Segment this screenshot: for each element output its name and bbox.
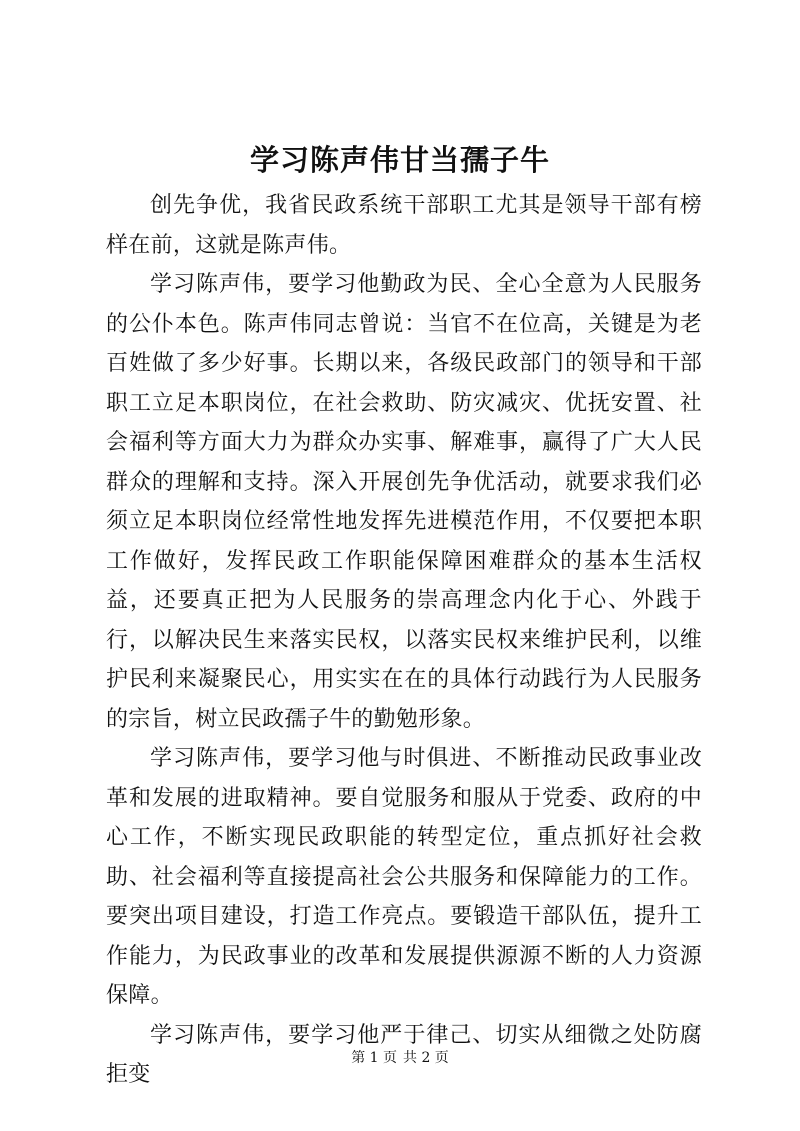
document-body [106,186,702,1095]
paragraph-2: 学习陈声伟，要学习他勤政为民、全心全意为人民服务的公仆本色。陈声伟同志曾说：当官不在位高，关键是为老百姓做了多少好事。长期以来，各级民政部门的领导和干部职工立足本职岗位，在社会救助、防灾减灾、优抚安置、社会福利等方面大力为群众办实事、解难事，赢得了广大人民群众的理解和支持。深入开展创先争优活动，就要求我们必须立足本职岗位经常性地发挥先进模范作用，不仅要把本职工作做好，发挥民政工作职能保障困难群众的基本生活权益，还要真正把为人民服务的崇高理念内化于心、外践于行，以解决民生来落实民权，以落实民权来维护民利，以维护民利来凝聚民心，用实实在在的具体行动践行为人民服务的宗旨，树立民政孺子牛的勤勉形象。 [106,272,702,732]
page-number: 第 1 页 [351,1050,397,1066]
paragraph-4: 学习陈声伟，要学习他严于律己、切实从细微之处防腐拒变 [106,1022,702,1087]
document-title: 学习陈声伟甘当孺子牛 [249,143,550,177]
page-footer [0,1048,800,1068]
page-total: 共 2 页 [403,1050,449,1066]
paragraph-3: 学习陈声伟，要学习他与时俱进、不断推动民政事业改革和发展的进取精神。要自觉服务和服从于党委、政府的中心工作，不断实现民政职能的转型定位，重点抓好社会救助、社会福利等直接提高社会公共服务和保障能力的工作。要突出项目建设，打造工作亮点。要锻造干部队伍，提升工作能力，为民政事业的改革和发展提供源源不断的人力资源保障。 [106,746,702,1008]
paragraph-1: 创先争优，我省民政系统干部职工尤其是领导干部有榜样在前，这就是陈声伟。 [106,193,702,258]
